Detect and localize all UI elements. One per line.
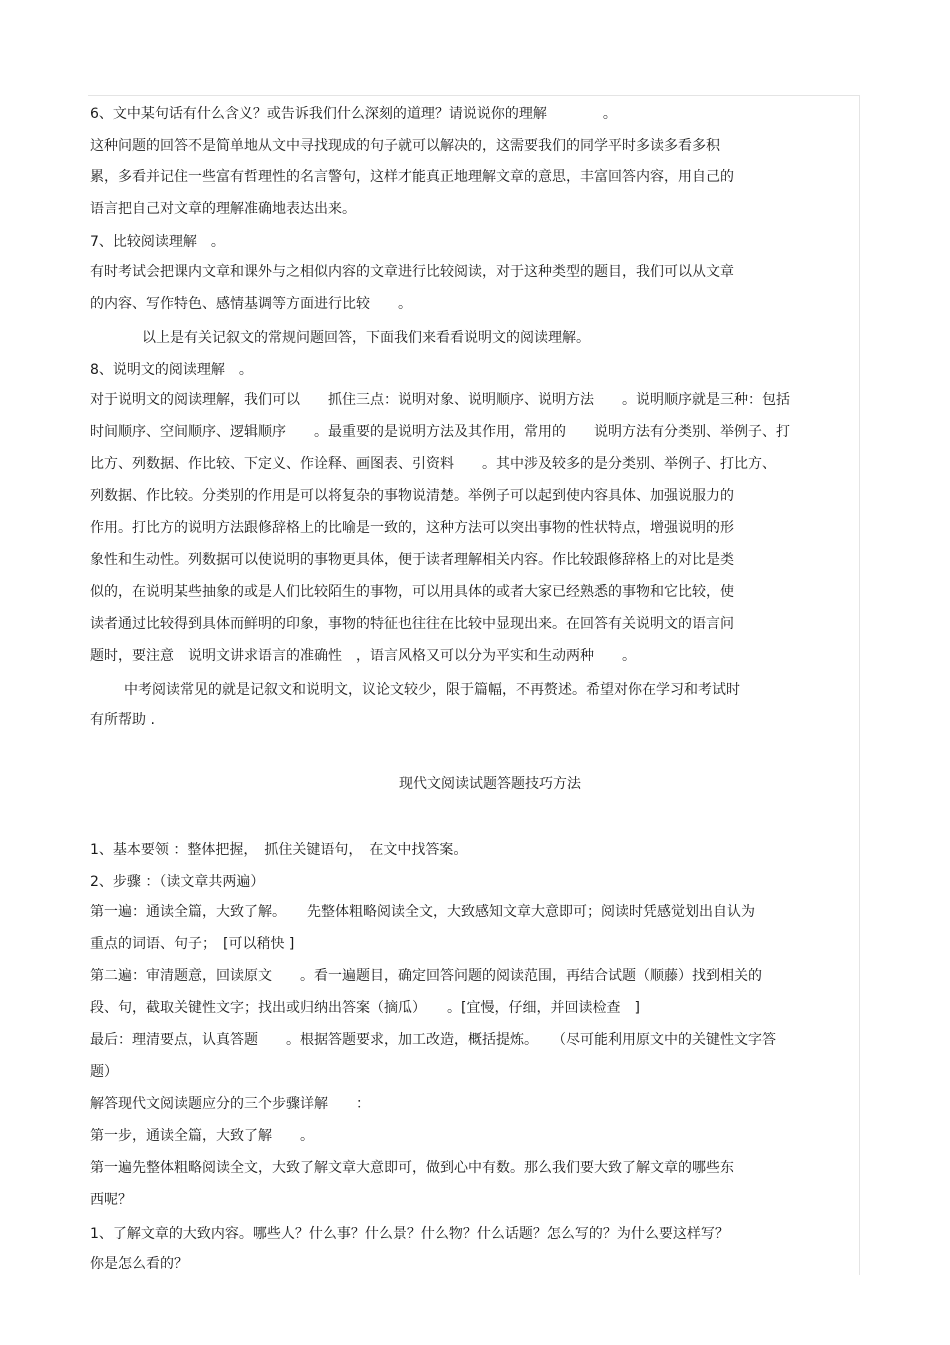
paragraph-line: 有时考试会把课内文章和课外与之相似内容的文章进行比较阅读，对于这种类型的题目，我们可以从文章: [90, 264, 734, 280]
paragraph-line: 题）: [90, 1064, 118, 1080]
paragraph-line: 语言把自己对文章的理解准确地表达出来。: [90, 201, 356, 217]
paragraph-line: 1、了解文章的大致内容。哪些人？什么事？什么景？什么物？什么话题？怎么写的？为什么要这样写？: [90, 1226, 729, 1242]
paragraph-line: 作用。打比方的说明方法跟修辞格上的比喻是一致的，这种方法可以突出事物的性状特点，增强说明的形: [90, 520, 734, 536]
paragraph-line: 题时，要注意 说明文讲求语言的准确性 ，语言风格又可以分为平实和生动两种 。: [90, 648, 636, 664]
paragraph-line: 重点的词语、句子； [可以稍快 ]: [90, 936, 295, 952]
paragraph-line: 列数据、作比较。分类别的作用是可以将复杂的事物说清楚。举例子可以起到使内容具体、加强说服力的: [90, 488, 734, 504]
paragraph-line: 对于说明文的阅读理解，我们可以 抓住三点：说明对象、说明顺序、说明方法 。说明顺序就是三种：包括: [90, 392, 790, 408]
paragraph-line: 读者通过比较得到具体而鲜明的印象，事物的特征也往往在比较中显现出来。在回答有关说明文的语言问: [90, 616, 734, 632]
paragraph-line: 比方、列数据、作比较、下定义、作诠释、画图表、引资料 。其中涉及较多的是分类别、举例子、打比方、: [90, 456, 776, 472]
section-heading: 8、说明文的阅读理解 。: [90, 362, 253, 378]
paragraph-line: 累，多看并记住一些富有哲理性的名言警句，这样才能真正地理解文章的意思，丰富回答内容，用自己的: [90, 169, 734, 185]
paragraph-line: 这种问题的回答不是简单地从文中寻找现成的句子就可以解决的，这需要我们的同学平时多读多看多积: [90, 138, 720, 154]
paragraph-line: 象性和生动性。列数据可以使说明的事物更具体，便于读者理解相关内容。作比较跟修辞格上的对比是类: [90, 552, 734, 568]
paragraph-line: 第一步，通读全篇，大致了解 。: [90, 1128, 314, 1144]
section-heading: 7、比较阅读理解 。: [90, 234, 225, 250]
paragraph-line: 你是怎么看的？: [90, 1256, 188, 1272]
paragraph-line: 西呢？: [90, 1192, 132, 1208]
paragraph-line: 似的，在说明某些抽象的或是人们比较陌生的事物，可以用具体的或者大家已经熟悉的事物和它比较，使: [90, 584, 734, 600]
paragraph-line: 第一遍：通读全篇，大致了解。 先整体粗略阅读全文，大致感知文章大意即可；阅读时凭感觉划出自认为: [90, 904, 755, 920]
paragraph-line: 最后：理清要点，认真答题 。根据答题要求，加工改造，概括提炼。 （尽可能利用原文中的关键性文字答: [90, 1032, 776, 1048]
paragraph-line: 第一遍先整体粗略阅读全文，大致了解文章大意即可，做到心中有数。那么我们要大致了解文章的哪些东: [90, 1160, 734, 1176]
paragraph-line: 中考阅读常见的就是记叙文和说明文，议论文较少，限于篇幅，不再赘述。希望对你在学习和考试时: [124, 682, 740, 698]
paragraph-line: 时间顺序、空间顺序、逻辑顺序 。最重要的是说明方法及其作用，常用的 说明方法有分类别、举例子、打: [90, 424, 790, 440]
paragraph-line: 第二遍：审清题意，回读原文 。看一遍题目，确定回答问题的阅读范围，再结合试题（顺藤）找到相关的: [90, 968, 762, 984]
paragraph-line: 有所帮助 .: [90, 712, 155, 728]
paragraph-line: 的内容、写作特色、感情基调等方面进行比较 。: [90, 296, 412, 312]
paragraph-line: 6、文中某句话有什么含义？或告诉我们什么深刻的道理？请说说你的理解 。: [90, 106, 617, 122]
paragraph-line: 1、基本要领 ：整体把握， 抓住关键语句， 在文中找答案。: [90, 842, 468, 858]
paragraph-line: 解答现代文阅读题应分的三个步骤详解 ：: [90, 1096, 370, 1112]
paragraph-line: 2、步骤 ：（读文章共两遍）: [90, 874, 265, 890]
section-title: 现代文阅读试题答题技巧方法: [399, 776, 581, 792]
paragraph-line: 以上是有关记叙文的常规问题回答，下面我们来看看说明文的阅读理解。: [142, 330, 590, 346]
paragraph-line: 段、句，截取关键性文字；找出或归纳出答案（摘瓜） 。[宜慢，仔细，并回读检查 ]: [90, 1000, 640, 1016]
